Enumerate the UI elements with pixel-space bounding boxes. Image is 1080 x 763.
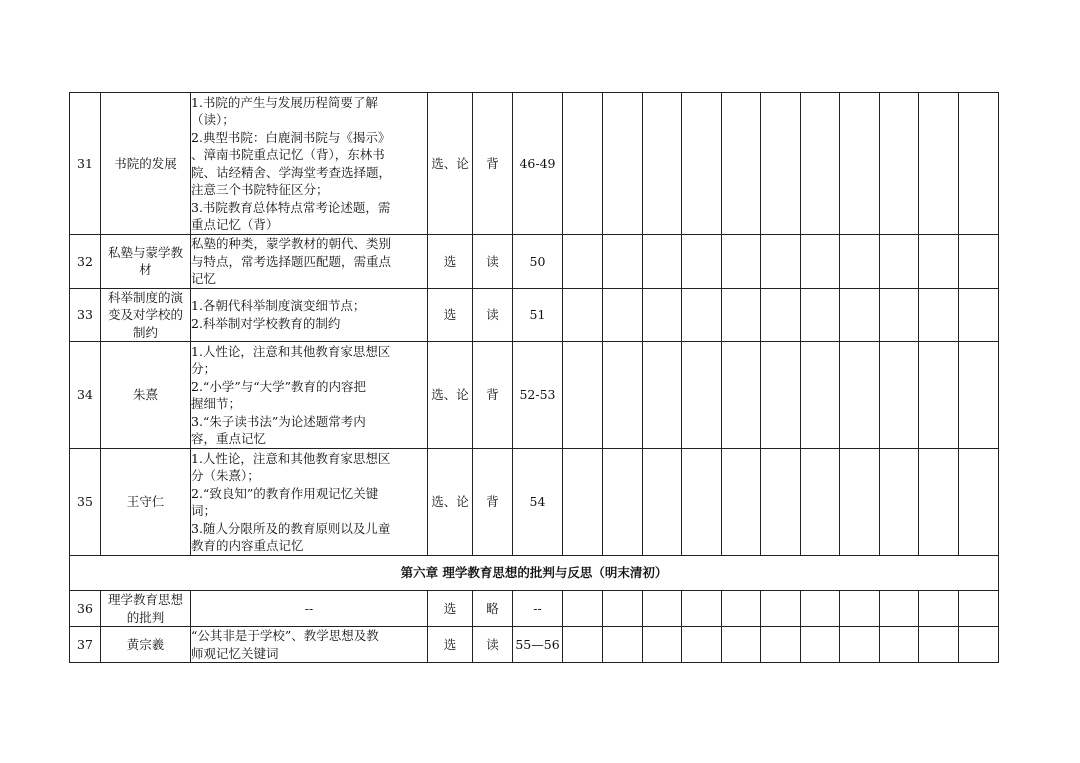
empty-check-cell — [603, 449, 643, 556]
empty-check-cell — [919, 93, 959, 235]
topic-line: 私塾与蒙学教 — [107, 244, 183, 260]
empty-check-cell — [761, 449, 801, 556]
content-line: 容，重点记忆 — [191, 431, 267, 446]
empty-check-cell — [643, 93, 682, 235]
study-plan-table — [69, 92, 999, 663]
content-line: 1.各朝代科举制度演变细节点； — [191, 298, 366, 314]
table-body-chapter-heading — [70, 556, 999, 591]
empty-check-cell — [840, 288, 880, 342]
empty-check-cell — [801, 288, 840, 342]
row-number: 36 — [70, 591, 101, 627]
empty-check-cell — [880, 627, 919, 663]
empty-check-cell — [761, 235, 801, 289]
content-line: -- — [304, 600, 314, 616]
topic-line: 科举制度的演 — [107, 289, 183, 305]
content-line: 1.人性论，注意和其他教育家思想区 — [191, 343, 391, 359]
empty-check-cell — [603, 288, 643, 342]
empty-check-cell — [682, 288, 722, 342]
empty-check-cell — [722, 449, 761, 556]
question-type: 选、论 — [428, 449, 473, 556]
empty-check-cell — [682, 93, 722, 235]
empty-check-cell — [682, 627, 722, 663]
empty-check-cell — [761, 93, 801, 235]
study-mode: 读 — [473, 288, 513, 342]
empty-check-cell — [722, 627, 761, 663]
row-number: 33 — [70, 288, 101, 342]
table-body-chapter6 — [70, 591, 999, 663]
empty-check-cell — [919, 627, 959, 663]
topic-line: 书院的发展 — [114, 155, 177, 171]
topic-cell — [101, 627, 191, 663]
empty-check-cell — [840, 449, 880, 556]
empty-check-cell — [880, 288, 919, 342]
empty-check-cell — [722, 93, 761, 235]
table-row — [70, 591, 999, 627]
page-range: 50 — [513, 235, 563, 289]
empty-check-cell — [643, 235, 682, 289]
empty-check-cell — [959, 342, 999, 449]
row-number: 34 — [70, 342, 101, 449]
topic-cell — [101, 591, 191, 627]
empty-check-cell — [603, 235, 643, 289]
empty-check-cell — [722, 288, 761, 342]
empty-check-cell — [603, 627, 643, 663]
topic-cell — [101, 449, 191, 556]
topic-line: 朱熹 — [132, 387, 158, 403]
empty-check-cell — [880, 449, 919, 556]
content-cell — [191, 627, 428, 663]
content-line: 3.书院教育总体特点常考论述题，需 — [191, 199, 391, 215]
topic-cell — [101, 342, 191, 449]
empty-check-cell — [959, 288, 999, 342]
topic-line: 王守仁 — [126, 494, 165, 510]
topic-line: 变及对学校的 — [107, 307, 183, 322]
topic-cell — [101, 93, 191, 235]
empty-check-cell — [603, 342, 643, 449]
empty-check-cell — [682, 235, 722, 289]
empty-check-cell — [682, 342, 722, 449]
page-range: 54 — [513, 449, 563, 556]
content-cell — [191, 591, 428, 627]
topic-line: 材 — [139, 262, 152, 278]
content-line: 、漳南书院重点记忆（背），东林书 — [191, 147, 385, 162]
empty-check-cell — [603, 591, 643, 627]
empty-check-cell — [801, 235, 840, 289]
empty-check-cell — [959, 93, 999, 235]
empty-check-cell — [919, 449, 959, 556]
content-cell — [191, 235, 428, 289]
row-number: 31 — [70, 93, 101, 235]
question-type: 选 — [428, 235, 473, 289]
table-row — [70, 288, 999, 342]
empty-check-cell — [563, 93, 603, 235]
study-mode: 背 — [473, 93, 513, 235]
question-type: 选、论 — [428, 93, 473, 235]
content-line: 记忆 — [191, 271, 217, 286]
content-line: 2.典型书院：白鹿洞书院与《揭示》 — [191, 129, 391, 145]
page-range: 46-49 — [513, 93, 563, 235]
page-range: 55—56 — [513, 627, 563, 663]
empty-check-cell — [801, 591, 840, 627]
empty-check-cell — [840, 591, 880, 627]
question-type: 选、论 — [428, 342, 473, 449]
empty-check-cell — [919, 288, 959, 342]
table-row — [70, 342, 999, 449]
study-mode: 背 — [473, 449, 513, 556]
topic-line: 理学教育思想 — [107, 592, 183, 607]
empty-check-cell — [563, 288, 603, 342]
content-line: 2.“小学”与“大学”教育的内容把 — [191, 378, 366, 394]
study-mode: 背 — [473, 342, 513, 449]
empty-check-cell — [682, 591, 722, 627]
empty-check-cell — [840, 93, 880, 235]
empty-check-cell — [840, 342, 880, 449]
empty-check-cell — [801, 342, 840, 449]
question-type: 选 — [428, 591, 473, 627]
empty-check-cell — [801, 93, 840, 235]
empty-check-cell — [563, 449, 603, 556]
content-line: 师观记忆关键词 — [191, 645, 279, 661]
empty-check-cell — [959, 235, 999, 289]
question-type: 选 — [428, 288, 473, 342]
table-body-chapter5 — [70, 93, 999, 556]
content-line: 私塾的种类，蒙学教材的朝代、类别 — [191, 236, 392, 251]
row-number: 32 — [70, 235, 101, 289]
content-line: 2.“致良知”的教育作用观记忆关键 — [191, 485, 379, 501]
content-line: 1.书院的产生与发展历程简要了解 — [191, 94, 378, 110]
empty-check-cell — [563, 591, 603, 627]
empty-check-cell — [761, 591, 801, 627]
table-row — [70, 93, 999, 235]
empty-check-cell — [880, 235, 919, 289]
question-type: 选 — [428, 627, 473, 663]
study-mode: 略 — [473, 591, 513, 627]
empty-check-cell — [722, 342, 761, 449]
empty-check-cell — [840, 235, 880, 289]
content-line: 分（朱熹）； — [191, 468, 260, 483]
study-mode: 读 — [473, 627, 513, 663]
empty-check-cell — [643, 449, 682, 556]
content-line: 与特点，常考选择题匹配题，需重点 — [191, 253, 392, 269]
empty-check-cell — [761, 627, 801, 663]
empty-check-cell — [880, 93, 919, 235]
page-range: -- — [513, 591, 563, 627]
row-number: 37 — [70, 627, 101, 663]
empty-check-cell — [563, 235, 603, 289]
empty-check-cell — [722, 591, 761, 627]
content-line: 3.“朱子读书法”为论述题常考内 — [191, 413, 366, 429]
page-range: 51 — [513, 288, 563, 342]
content-line: 2.科举制对学校教育的制约 — [191, 315, 341, 331]
content-line: 教育的内容重点记忆 — [191, 538, 304, 553]
content-line: 词； — [191, 503, 217, 518]
content-line: 院、诂经精舍、学海堂考查选择题， — [191, 164, 392, 180]
content-cell — [191, 288, 428, 342]
chapter-title: 第六章 理学教育思想的批判与反思（明末清初） — [70, 556, 999, 591]
empty-check-cell — [840, 627, 880, 663]
content-line: 握细节； — [191, 396, 242, 411]
content-line: 注意三个书院特征区分； — [191, 182, 329, 197]
empty-check-cell — [959, 627, 999, 663]
content-line: （读）； — [191, 112, 235, 127]
content-line: 3.随人分限所及的教育原则以及儿童 — [191, 520, 391, 536]
empty-check-cell — [643, 288, 682, 342]
table-row — [70, 235, 999, 289]
content-line: 1.人性论，注意和其他教育家思想区 — [191, 450, 391, 466]
empty-check-cell — [643, 627, 682, 663]
empty-check-cell — [919, 591, 959, 627]
topic-cell — [101, 235, 191, 289]
empty-check-cell — [722, 235, 761, 289]
topic-line: 黄宗羲 — [126, 636, 165, 652]
empty-check-cell — [959, 449, 999, 556]
topic-line: 的批判 — [126, 609, 165, 625]
empty-check-cell — [761, 288, 801, 342]
empty-check-cell — [643, 591, 682, 627]
topic-line: 制约 — [132, 324, 158, 340]
empty-check-cell — [563, 342, 603, 449]
table-row — [70, 627, 999, 663]
content-line: 分； — [191, 361, 217, 376]
row-number: 35 — [70, 449, 101, 556]
content-cell — [191, 449, 428, 556]
empty-check-cell — [761, 342, 801, 449]
chapter-row — [70, 556, 999, 591]
page-range: 52-53 — [513, 342, 563, 449]
table-row — [70, 449, 999, 556]
content-line: “公其非是于学校”、教学思想及教 — [191, 628, 379, 643]
content-line: 重点记忆（背） — [191, 217, 279, 232]
empty-check-cell — [801, 627, 840, 663]
content-cell — [191, 93, 428, 235]
empty-check-cell — [919, 342, 959, 449]
empty-check-cell — [603, 93, 643, 235]
topic-cell — [101, 288, 191, 342]
content-cell — [191, 342, 428, 449]
empty-check-cell — [643, 342, 682, 449]
study-mode: 读 — [473, 235, 513, 289]
empty-check-cell — [563, 627, 603, 663]
empty-check-cell — [682, 449, 722, 556]
empty-check-cell — [880, 342, 919, 449]
empty-check-cell — [880, 591, 919, 627]
empty-check-cell — [959, 591, 999, 627]
empty-check-cell — [919, 235, 959, 289]
empty-check-cell — [801, 449, 840, 556]
